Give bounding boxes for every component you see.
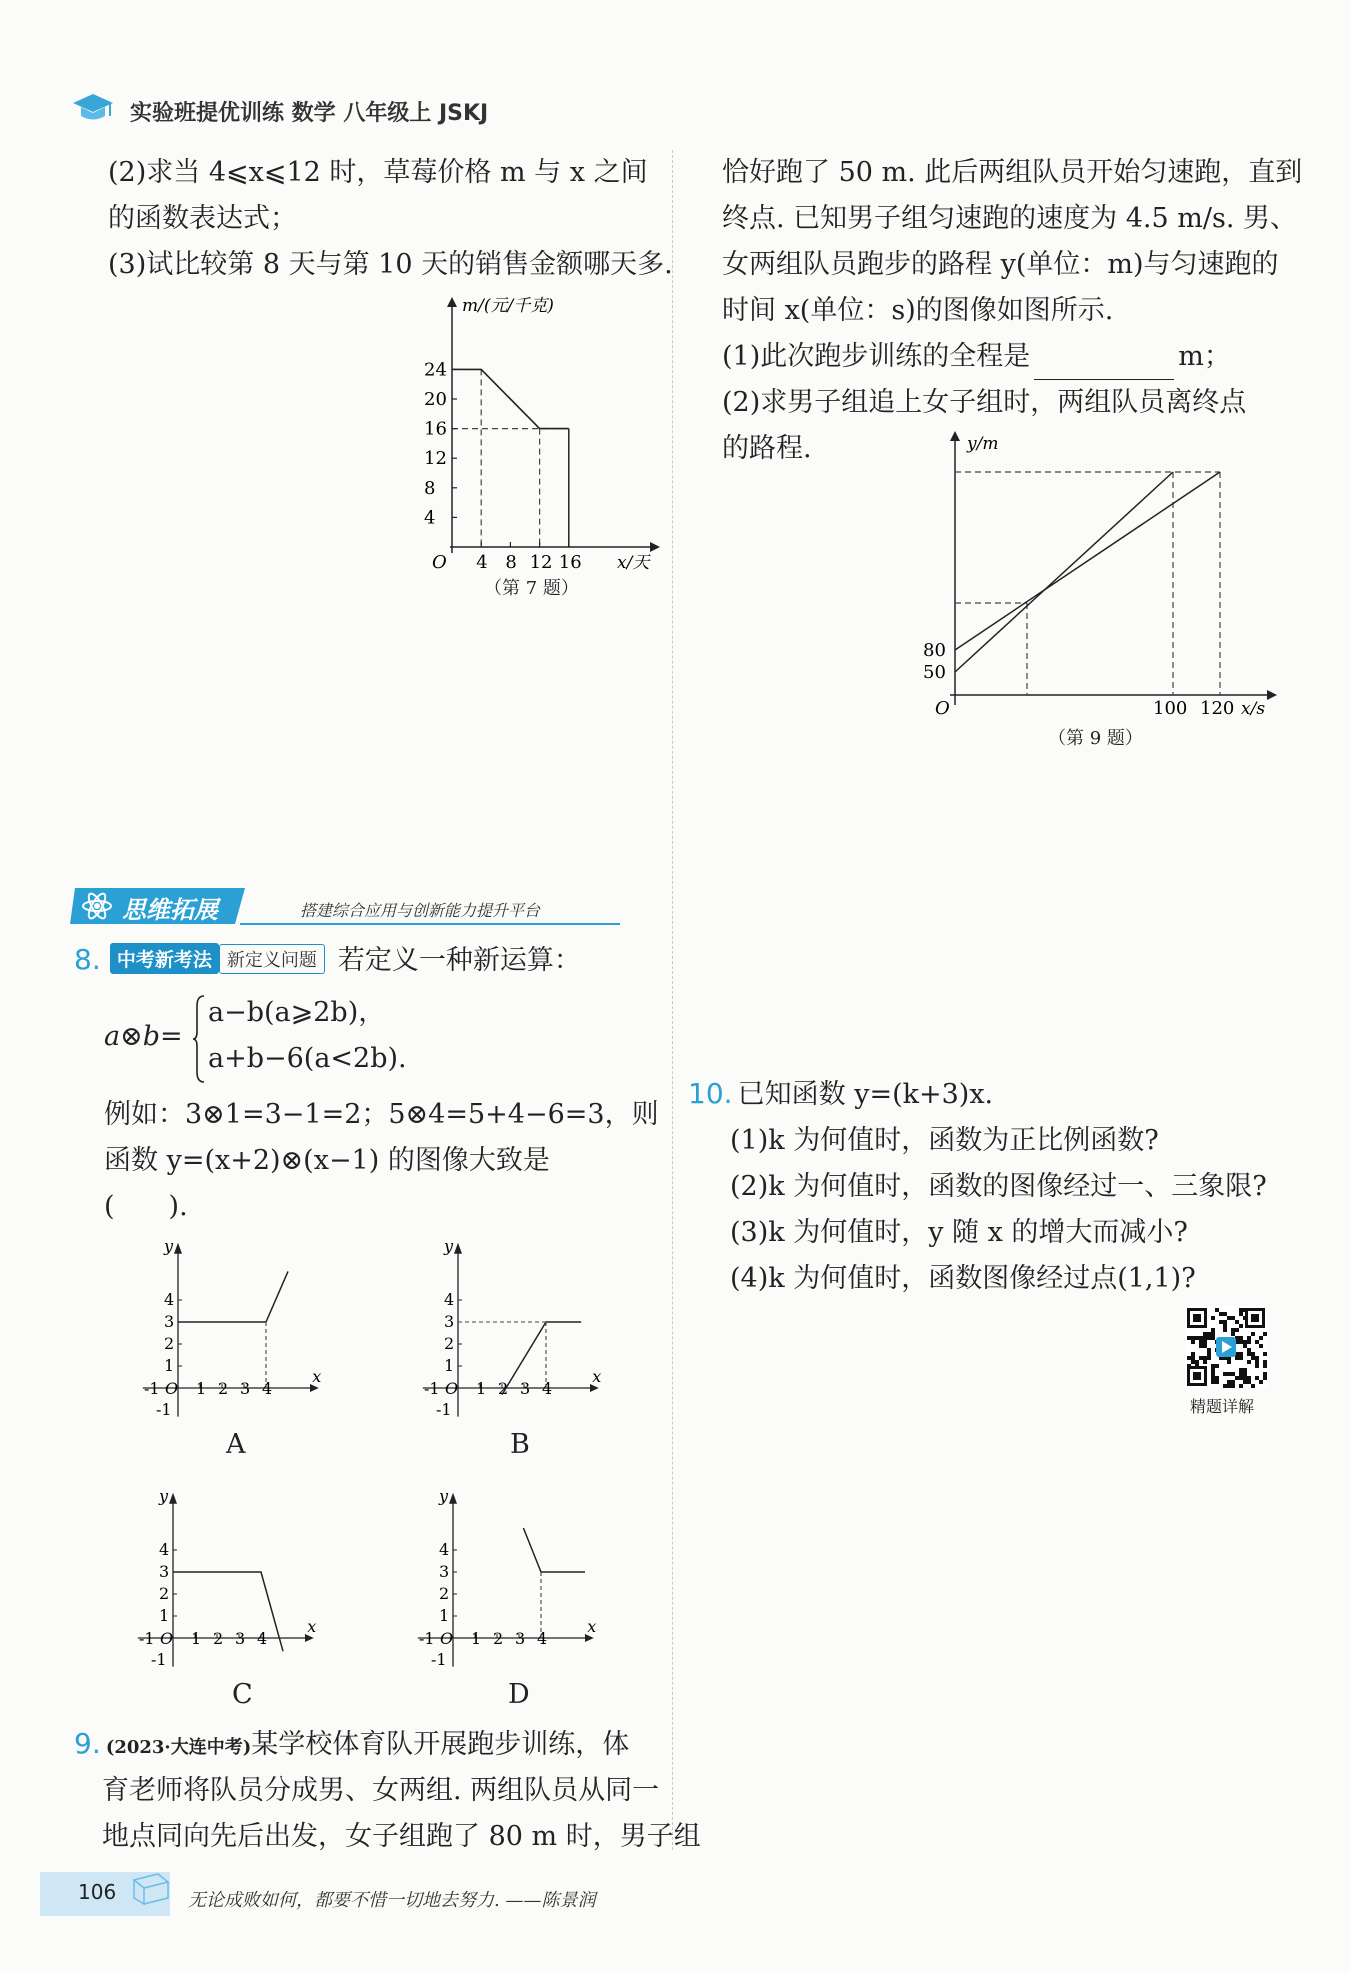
page-number: 106 [78,1880,117,1904]
atom-icon [80,889,114,923]
qr-module [1203,1332,1207,1336]
qr-module [1239,1340,1243,1344]
qr-module [1231,1316,1235,1320]
q8-definition [104,990,504,1090]
qr-module [1207,1356,1211,1360]
qr-module [1211,1332,1215,1336]
qr-module [1211,1372,1215,1376]
option-y-arrow [169,1493,177,1504]
q8-option-d-label[interactable]: D [508,1679,530,1710]
qr-module [1207,1348,1211,1352]
fig7-y-arrow [447,297,457,307]
qr-module [1215,1308,1219,1312]
option-origin: O [445,1379,459,1398]
column-divider [672,150,673,1850]
option-xtick-label: 2 [498,1379,509,1398]
option-xtick-label: 3 [520,1379,531,1398]
qr-module [1223,1384,1227,1388]
q8-lhs: a⊗b= [104,1021,183,1052]
qr-module [1239,1352,1243,1356]
option-xtick-label: 4 [262,1379,273,1398]
qr-module [1195,1364,1199,1368]
option-ytick-label: 4 [439,1540,450,1559]
qr-module [1211,1364,1215,1368]
fig7-graph [410,285,670,605]
qr-module [1199,1356,1203,1360]
qr-module [1215,1376,1219,1380]
option-xtick-label: 2 [218,1379,229,1398]
qr-module [1195,1336,1199,1340]
qr-module [1211,1380,1215,1384]
fig9-xtick-120: 120 [1200,698,1235,719]
qr-module [1231,1384,1235,1388]
option-y-label: y [439,1486,449,1506]
q9-part1 [722,334,1231,380]
option-ytick-label: 2 [159,1584,170,1603]
qr-module [1235,1356,1239,1360]
fig9-ytick-50: 50 [923,662,946,683]
qr-module [1227,1372,1231,1376]
fig7-xtick-label: 4 [476,552,488,573]
qr-module [1243,1380,1247,1384]
qr-module [1203,1360,1207,1364]
qr-module [1247,1352,1251,1356]
qr-module [1227,1380,1231,1384]
option-y-arrow [174,1243,182,1254]
q10-part1: (1)k 为何值时，函数为正比例函数? [730,1125,1159,1156]
q9-cont-line1: 恰好跑了 50 m. 此后两组队员开始匀速跑，直到 [722,157,1303,188]
option-y-label: y [164,1236,174,1256]
q8-brace [192,994,206,1084]
q8-option-b-label[interactable]: B [510,1429,530,1460]
option-x-label: x [312,1367,322,1386]
option-y-label: y [159,1486,169,1506]
q8-number: 8. [74,943,101,976]
book-title: 实验班提优训练 数学 八年级上 JSKJ [130,101,489,126]
qr-module [1227,1384,1231,1388]
qr-module [1243,1340,1247,1344]
qr-module [1243,1376,1247,1380]
fig9-xlabel: x/s [1241,699,1266,719]
qr-finder-core [1193,1314,1201,1322]
qr-module [1203,1340,1207,1344]
fig7-origin: O [432,552,447,573]
qr-module [1211,1336,1215,1340]
qr-module [1199,1344,1203,1348]
q9-part2-line2: 的路程. [722,433,812,464]
q9-cont-line3: 女两组队员跑步的路程 y(单位：m)与匀速跑的 [722,249,1279,280]
qr-finder-core [1193,1372,1201,1380]
q8-case2: a+b−6(a<2b). [208,1043,407,1074]
fig7-xtick-label: 16 [558,552,582,573]
option-y-label: y [444,1236,454,1256]
fig7-ytick-label: 8 [424,477,436,499]
option-ytick-label: 2 [439,1584,450,1603]
qr-module [1259,1380,1263,1384]
qr-module [1247,1348,1251,1352]
qr-module [1207,1336,1211,1340]
option-y-arrow [449,1493,457,1504]
q10-number: 10. [688,1077,733,1110]
section-banner [70,884,620,926]
qr-module [1263,1372,1267,1376]
option-d-curve [523,1528,585,1572]
option-ytick-label: 1 [159,1606,170,1625]
fig7-x-arrow [650,542,660,552]
q9-part1-unit: m； [1178,341,1231,372]
qr-finder-core [1251,1314,1259,1322]
option-x-label: x [307,1617,317,1636]
qr-module [1255,1360,1259,1364]
option-xtick-label: -1 [419,1629,435,1648]
fig7-ytick-label: 4 [424,507,436,529]
qr-module [1211,1316,1215,1320]
qr-module [1211,1368,1215,1372]
fig7-ytick-label: 24 [424,359,447,381]
qr-module [1203,1344,1207,1348]
q9-cont-line2: 终点. 已知男子组匀速跑的速度为 4.5 m/s. 男、 [722,203,1297,234]
qr-label: 精题详解 [1190,1397,1255,1416]
fig9-line-female [955,472,1220,650]
fig9-caption: （第 9 题） [1048,728,1143,749]
fig9-origin: O [935,698,950,719]
header [72,90,672,130]
qr-module [1239,1312,1243,1316]
qr-module [1263,1360,1267,1364]
qr-module [1223,1324,1227,1328]
option-xtick-label: 4 [537,1629,548,1648]
qr-module [1223,1312,1227,1316]
qr-module [1247,1360,1251,1364]
qr-module [1231,1332,1235,1336]
qr-module [1207,1352,1211,1356]
qr-module [1219,1312,1223,1316]
option-xtick-label: 3 [240,1379,251,1398]
option-origin: O [440,1629,454,1648]
option-ytick-label: 2 [444,1334,455,1353]
qr-module [1235,1376,1239,1380]
option-ytick-label: 4 [164,1290,175,1309]
option-ytick-label: -1 [431,1650,447,1669]
qr-module [1239,1384,1243,1388]
qr-module [1243,1308,1247,1312]
q9-cont-line4: 时间 x(单位：s)的图像如图所示. [722,295,1114,326]
option-ytick-label: 2 [164,1334,175,1353]
qr-module [1251,1356,1255,1360]
q10-part4: (4)k 为何值时，函数图像经过点(1,1)? [730,1263,1196,1294]
q8-answer-paren[interactable]: ( ). [104,1191,188,1222]
option-xtick-label: 3 [235,1629,246,1648]
q8-tag-definition: 新定义问题 [219,944,325,974]
fig9-line-male [955,472,1173,672]
option-xtick-label: -1 [424,1379,440,1398]
option-xtick-label: 1 [476,1379,487,1398]
qr-module [1223,1328,1227,1332]
q8-option-a-label[interactable]: A [226,1429,246,1460]
q8-option-b-graph[interactable] [410,1228,640,1428]
fig7-xlabel: x/天 [617,553,650,573]
qr-module [1243,1368,1247,1372]
option-origin: O [160,1629,174,1648]
fig7-caption: （第 7 题） [484,578,579,599]
fig7-xtick-label: 12 [529,552,553,573]
fig7-ytick-label: 12 [424,448,447,470]
option-xtick-label: 2 [213,1629,224,1648]
qr-module [1207,1332,1211,1336]
qr-module [1239,1356,1243,1360]
q9-part2-line1: (2)求男子组追上女子组时，两组队员离终点 [722,387,1247,418]
q9-line2: 育老师将队员分成男、女两组. 两组队员从同一 [102,1775,660,1806]
qr-module [1251,1352,1255,1356]
banner-subtitle: 搭建综合应用与创新能力提升平台 [300,901,541,920]
option-ytick-label: 3 [164,1312,175,1331]
qr-module [1255,1364,1259,1368]
fig7-ytick-label: 20 [424,389,447,410]
option-a-curve [178,1271,288,1322]
qr-module [1187,1364,1191,1368]
qr-module [1247,1376,1251,1380]
sketch-box-icon [128,1866,174,1906]
q9-source: (2023·大连中考) [105,1737,252,1758]
fig7-ylabel: m/(元/千克) [462,296,554,316]
qr-module [1235,1320,1239,1324]
qr-code-icon[interactable] [1185,1306,1267,1388]
fig9-xtick-100: 100 [1153,698,1188,719]
qr-module [1239,1324,1243,1328]
qr-module [1239,1376,1243,1380]
qr-module [1195,1360,1199,1364]
graduation-cap-icon [72,90,114,126]
q10-header [688,1072,993,1118]
qr-module [1199,1340,1203,1344]
qr-module [1191,1340,1195,1344]
q10-part2: (2)k 为何值时，函数的图像经过一、三象限? [730,1171,1267,1202]
fig9-ylabel: y/m [967,434,999,454]
qr-module [1239,1372,1243,1376]
qr-module [1259,1336,1263,1340]
option-origin: O [165,1379,179,1398]
banner-title: 思维拓展 [122,896,218,924]
q10-intro: 已知函数 y=(k+3)x. [737,1079,994,1110]
q7-part2-line1: (2)求当 4⩽x⩽12 时，草莓价格 m 与 x 之间 [108,157,648,188]
qr-module [1203,1336,1207,1340]
qr-module [1243,1316,1247,1320]
option-x-label: x [592,1367,602,1386]
q7-part2-line2: 的函数表达式； [108,203,297,234]
option-ytick-label: 3 [159,1562,170,1581]
q9-first-line [74,1722,629,1768]
qr-module [1223,1320,1227,1324]
qr-module [1247,1380,1251,1384]
option-ytick-label: -1 [436,1400,452,1419]
qr-module [1215,1380,1219,1384]
qr-module [1263,1376,1267,1380]
q8-option-a-graph[interactable] [130,1228,360,1428]
qr-module [1247,1336,1251,1340]
option-ytick-label: -1 [156,1400,172,1419]
q7-part3: (3)试比较第 8 天与第 10 天的销售金额哪天多. [108,249,673,280]
option-xtick-label: 1 [471,1629,482,1648]
qr-module [1239,1368,1243,1372]
fig7-xtick-label: 8 [505,552,517,573]
qr-module [1243,1372,1247,1376]
qr-module [1231,1380,1235,1384]
qr-module [1263,1364,1267,1368]
qr-module [1231,1372,1235,1376]
option-y-arrow [454,1243,462,1254]
option-ytick-label: 1 [444,1356,455,1375]
q8-case1: a−b(a⩾2b)， [208,997,386,1028]
option-xtick-label: 4 [542,1379,553,1398]
option-ytick-label: 4 [444,1290,455,1309]
qr-module [1223,1372,1227,1376]
option-ytick-label: 1 [439,1606,450,1625]
option-ytick-label: 3 [439,1562,450,1581]
qr-module [1263,1352,1267,1356]
qr-module [1219,1320,1223,1324]
option-xtick-label: 4 [257,1629,268,1648]
option-xtick-label: 2 [493,1629,504,1648]
qr-module [1239,1336,1243,1340]
qr-module [1263,1332,1267,1336]
fig7-ytick-label: 16 [424,418,447,440]
qr-module [1259,1344,1263,1348]
qr-module [1239,1308,1243,1312]
qr-module [1191,1360,1195,1364]
q9-number: 9. [74,1727,101,1760]
qr-module [1255,1376,1259,1380]
q8-intro: 若定义一种新运算： [337,945,581,976]
fig7-price-line [452,369,569,428]
option-xtick-label: 1 [191,1629,202,1648]
q9-part1-blank[interactable] [1034,349,1174,380]
qr-module [1215,1364,1219,1368]
q8-tag-new-method: 中考新考法 [110,943,219,974]
qr-module [1235,1328,1239,1332]
option-xtick-label: 1 [196,1379,207,1398]
qr-module [1247,1340,1251,1344]
option-ytick-label: -1 [151,1650,167,1669]
fig9-x-arrow [1267,690,1277,700]
option-xtick-label: -1 [139,1629,155,1648]
qr-module [1251,1384,1255,1388]
qr-module [1231,1328,1235,1332]
option-ytick-label: 3 [444,1312,455,1331]
qr-module [1227,1360,1231,1364]
option-ytick-label: 4 [159,1540,170,1559]
option-ytick-label: 1 [164,1356,175,1375]
q9-part1-text: (1)此次跑步训练的全程是 [722,341,1031,372]
qr-module [1211,1328,1215,1332]
q8-option-d-graph[interactable] [405,1478,635,1678]
qr-module [1187,1336,1191,1340]
qr-module [1191,1352,1195,1356]
fig9-y-arrow [950,431,960,441]
qr-module [1211,1376,1215,1380]
fig9-graph [905,425,1285,725]
option-x-label: x [587,1617,597,1636]
q8-example-line1: 例如：3⊗1=3−1=2；5⊗4=5+4−6=3，则 [104,1099,659,1130]
q8-option-c-graph[interactable] [125,1478,355,1678]
qr-module [1199,1336,1203,1340]
option-xtick-label: 3 [515,1629,526,1648]
fig9-ytick-80: 80 [923,640,946,661]
qr-module [1227,1316,1231,1320]
q8-header [74,938,581,982]
q8-example-line2: 函数 y=(x+2)⊗(x−1) 的图像大致是 [104,1145,550,1176]
qr-module [1255,1340,1259,1344]
q9-line1: 某学校体育队开展跑步训练，体 [251,1729,630,1760]
q8-option-c-label[interactable]: C [232,1679,253,1710]
q9-line3: 地点同向先后出发，女子组跑了 80 m 时，男子组 [102,1821,701,1852]
qr-module [1243,1344,1247,1348]
qr-module [1251,1332,1255,1336]
qr-module [1187,1356,1191,1360]
qr-module [1191,1336,1195,1340]
qr-module [1191,1356,1195,1360]
qr-module [1255,1356,1259,1360]
qr-module [1203,1356,1207,1360]
option-xtick-label: -1 [144,1379,160,1398]
footer-quote: 无论成败如何，都要不惜一切地去努力. ——陈景润 [188,1890,596,1911]
q10-part3: (3)k 为何值时，y 随 x 的增大而减小? [730,1217,1188,1248]
